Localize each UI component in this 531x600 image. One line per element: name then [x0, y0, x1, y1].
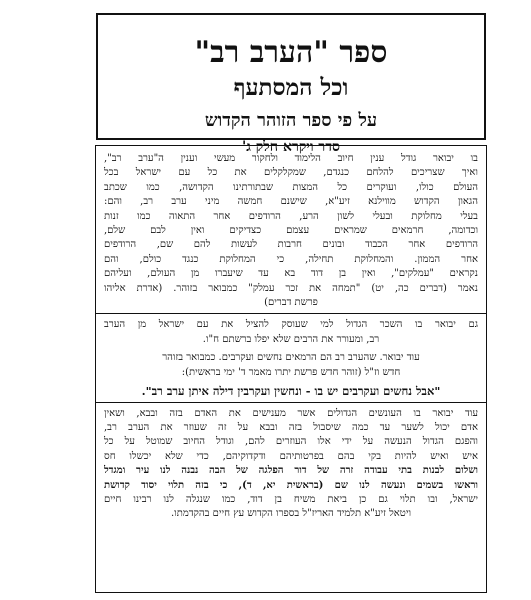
divider	[96, 402, 486, 403]
text-line: וכדומה, חרמאים שמראים עצמם כצדיקים ואין לבם שלם,	[104, 225, 478, 237]
text-line: והפגם הגדול הנעשה על ידי אלו העוזרים להם, וגודל החיוב שמוטל על כל	[104, 436, 478, 448]
text-line: בו יבואר גודל ענין חיוב הלימוד ולחקור מעשי וענין ה"ערב רב",	[104, 153, 478, 164]
text-line: ושלום לבנות בתי עבודה זרה של דור הפלגה של הבה נבנה לנו עיר ומגדל	[104, 465, 478, 477]
text-line: הרודפים אחר הכבוד ובונים חרבות לעשות להם שם, הרודפים	[104, 239, 478, 251]
text-line: ישראל, ובו תלוי גם כן ביאת משיח בן דוד, כמו שנגלה לנו רבינו חיים	[104, 493, 478, 505]
text-line: עוד יבואר. שהערב רב הם הרמאים נחשים ועקרבים. כמבואר בזוהר	[162, 352, 420, 364]
text-line: עוד יבואר בו העונשים הגדולים אשר מענישים את האדם בזה ובבא, ושאין	[104, 407, 478, 419]
paragraph-reward	[104, 318, 478, 347]
description-box	[95, 145, 487, 593]
text-line: ויטאל זיע"א תלמיד האריז"ל בספרו הקדוש עץ חיים בהקדמתו.	[170, 508, 412, 520]
text-line: הגאון הקדוש מווילנא זיע"א, שישנם חמשה מיני ערב רב, והם:	[104, 196, 478, 208]
text-line: אחר הממון. והמחלוקת תחילה, כי המחלוקת כנגד כולם, והם	[104, 253, 478, 265]
paragraph-serpents	[104, 351, 478, 380]
text-line: בעלי מחלוקת ובעלי לשון הרע, הרודפים אחר התאוה כמו זנות	[104, 210, 478, 222]
text-line: חדש וז"ל (זוהר חדש פרשת יתרו מאמר ד' ימי בראשית):	[181, 366, 401, 378]
text-line: וראשו בשמים ונעשה לנו שם (בראשית יא, ד), כי בזה תלוי יסוד קדושת	[104, 479, 478, 491]
text-line: גם יבואר בו השכר הגדול למי שעוסק להציל את עם ישראל מן הערב	[104, 319, 478, 331]
paragraph-punishment	[104, 407, 478, 522]
divider	[96, 313, 486, 314]
text-line: פרשת דברים)	[264, 297, 318, 309]
book-subtitle: וכל המסתעף	[233, 74, 349, 101]
text-line: רב, ומעורר את הרבים שלא יפלו ברשתם ח"ו.	[202, 333, 380, 345]
zohar-quote: "אבל נחשים ועקרבים יש בו - ונחשין ועקרבין דילה איתן ערב רב".	[141, 384, 441, 399]
text-line: איש ואיש להיות בקי בהם בפרטותיהם ודקדוקיהם, כדי שלא יכשלו חס	[104, 450, 478, 462]
book-source: על פי ספר הזוהר הקדוש	[204, 110, 378, 131]
title-box	[96, 13, 486, 155]
text-line: נקראים "עמלקים", ואין בן דוד בא עד שיעברו מן העולם, ועליהם	[104, 268, 478, 280]
text-line: נאמר (דברים כה, יט) "תמחה את זכר עמלק" כמבואר בזוהר. (אדרת אליהו	[104, 282, 478, 294]
text-line: העולם כולו, ועוקרים כל המצות שבתורתינו הקדושה, כמו שכתב	[104, 181, 478, 193]
paragraph-intro	[104, 152, 478, 310]
text-line: אדם יכול לשער עד כמה שיסבול בזה ובבא על זה שעוזר את הערב רב,	[104, 421, 478, 433]
book-title: ספר "הערב רב"	[194, 35, 388, 70]
text-line: ואיך שצריכים להלחם כנגדם, שמקלקלים את כל עם ישראל בכל	[104, 167, 478, 179]
book-volume: סדר ויקרא חלק ג'	[241, 139, 341, 155]
